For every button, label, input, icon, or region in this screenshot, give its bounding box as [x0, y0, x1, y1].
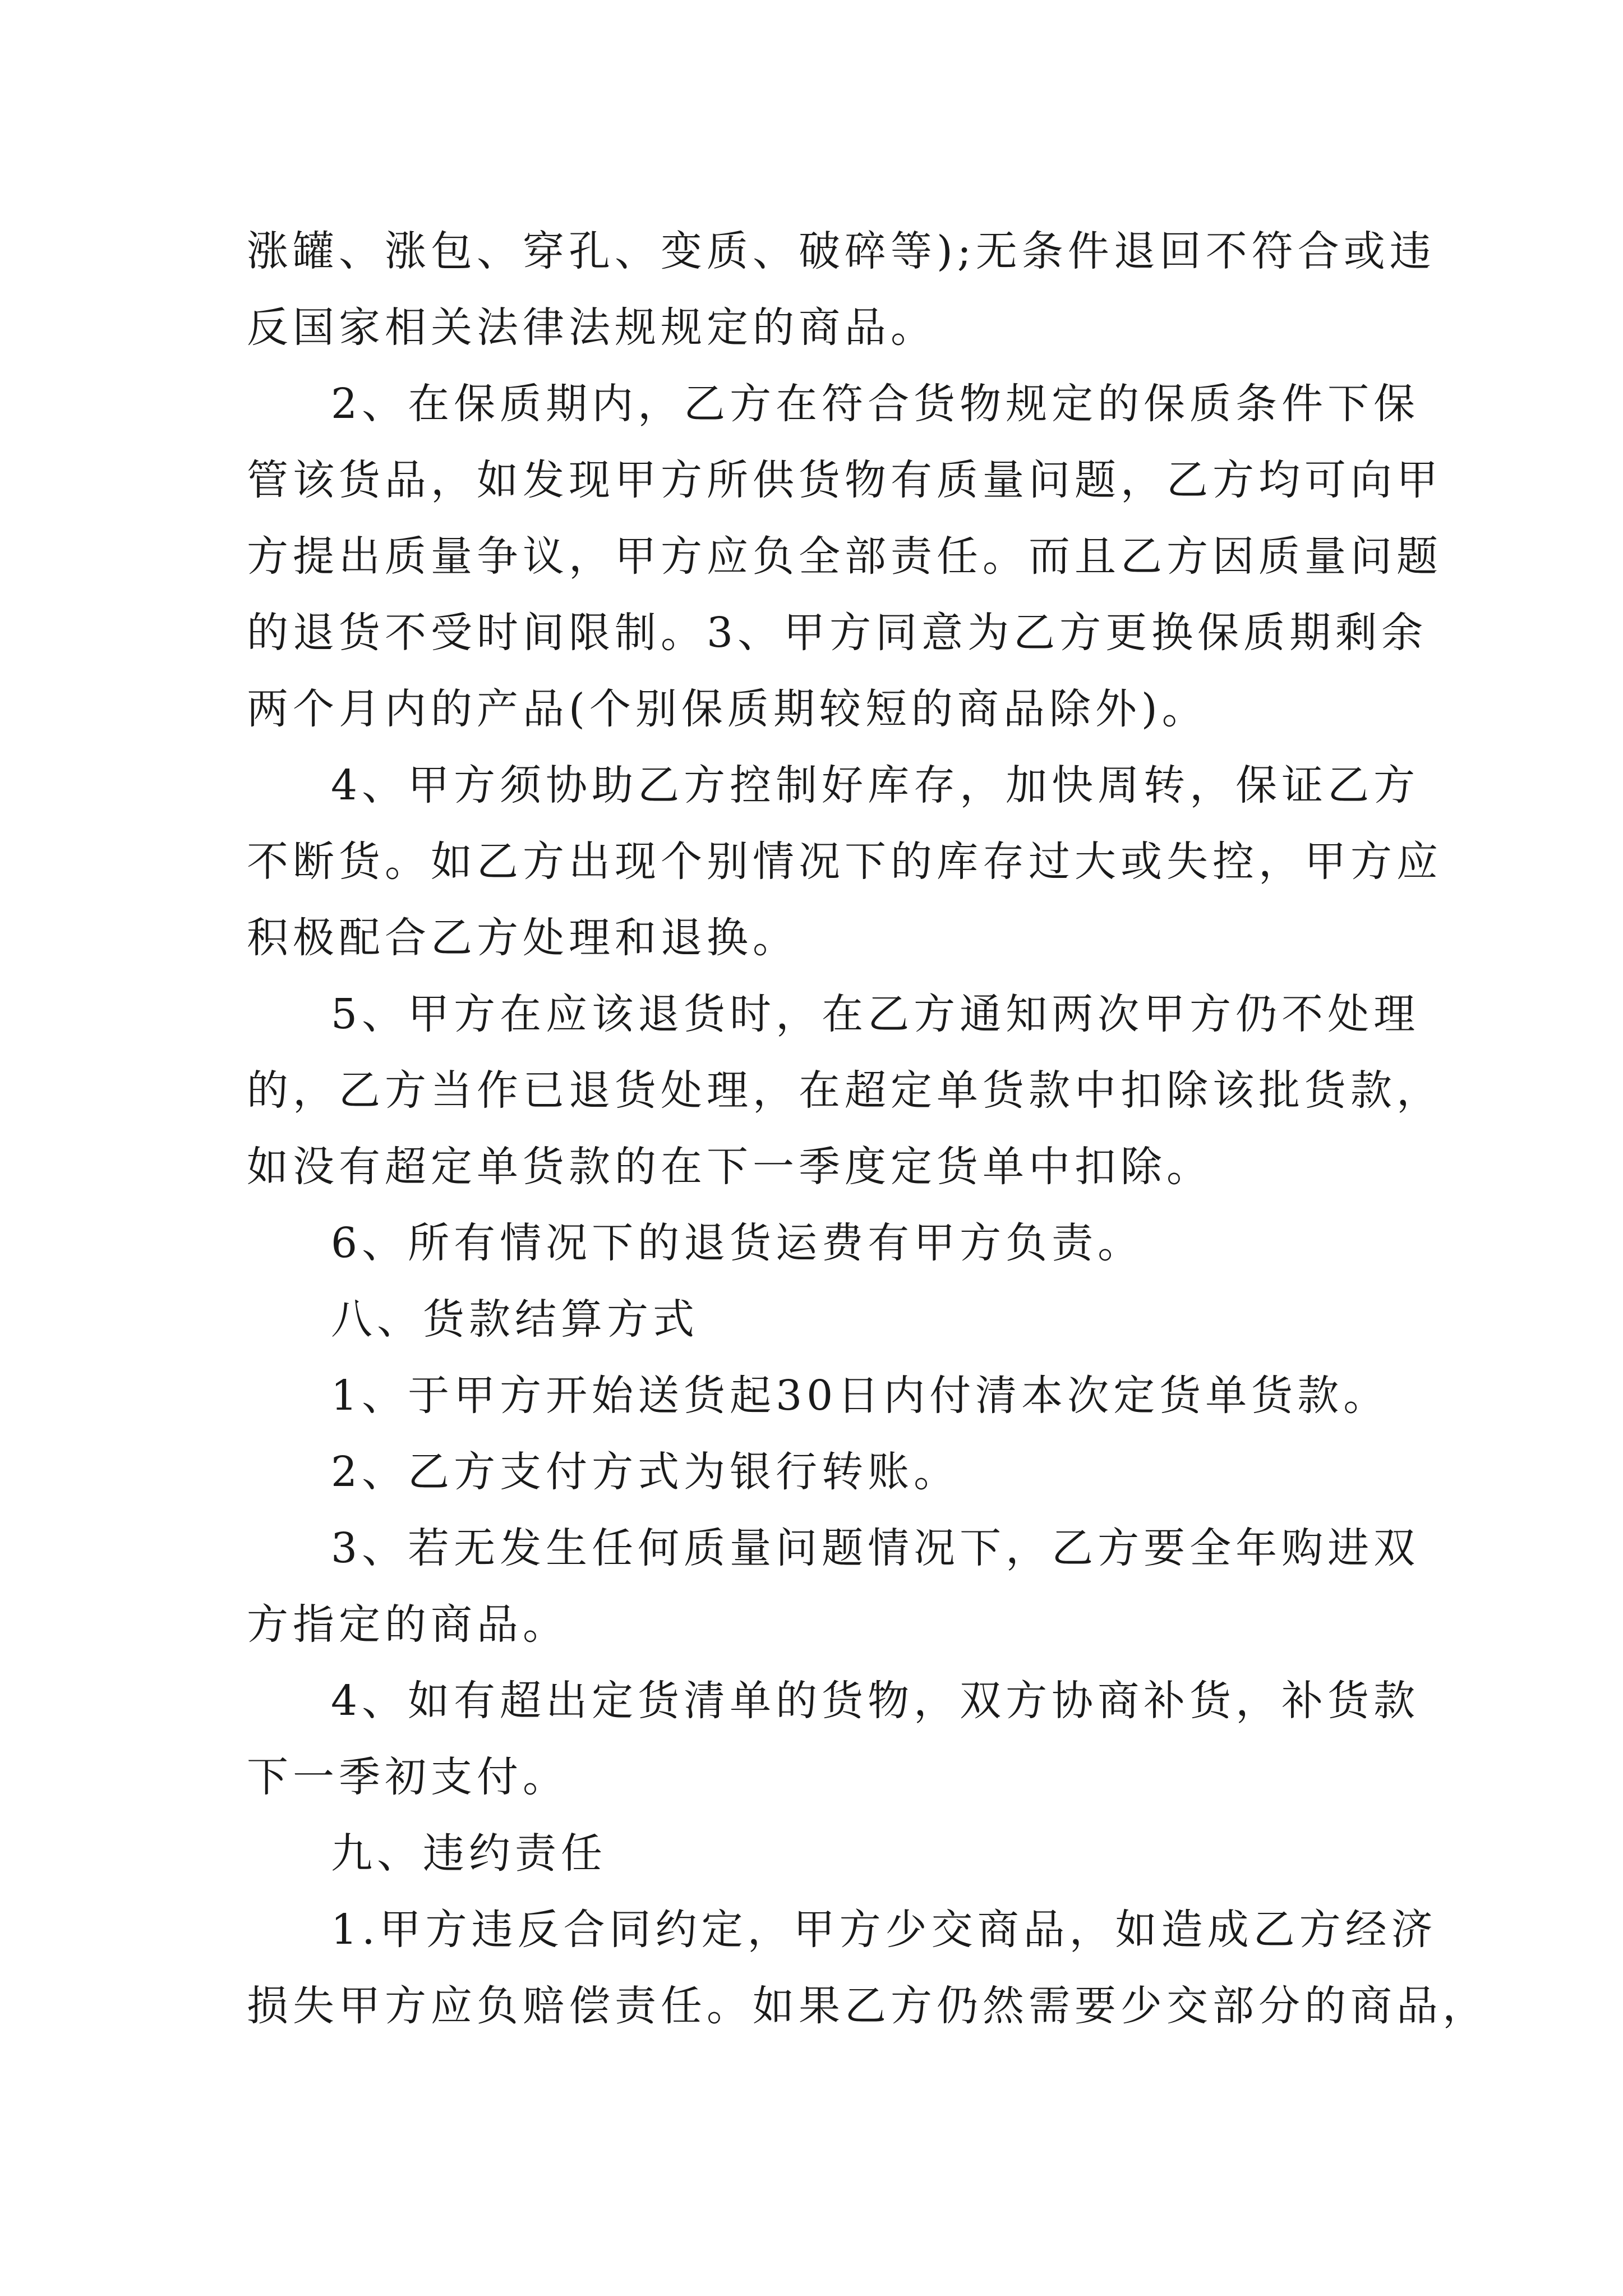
text-line: 管该货品，如发现甲方所供货物有质量问题，乙方均可向甲	[247, 456, 1442, 504]
text-line: 的退货不受时间限制。3、甲方同意为乙方更换保质期剩余	[247, 609, 1428, 657]
text-line: 3、若无发生任何质量问题情况下，乙方要全年购进双	[331, 1524, 1420, 1572]
text-line: 积极配合乙方处理和退换。	[247, 914, 799, 962]
text-line: 方提出质量争议，甲方应负全部责任。而且乙方因质量问题	[247, 532, 1442, 581]
text-line: 2、乙方支付方式为银行转账。	[331, 1448, 960, 1496]
text-line: 的，乙方当作已退货处理，在超定单货款中扣除该批货款，	[247, 1066, 1442, 1115]
text-line: 不断货。如乙方出现个别情况下的库存过大或失控，甲方应	[247, 838, 1442, 886]
text-line: 损失甲方应负赔偿责任。如果乙方仍然需要少交部分的商品，	[247, 1982, 1488, 2030]
section-heading: 八、货款结算方式	[331, 1295, 699, 1343]
text-line: 4、如有超出定货清单的货物，双方协商补货，补货款	[331, 1677, 1420, 1725]
text-line: 1.甲方违反合同约定，甲方少交商品，如造成乙方经济	[331, 1906, 1437, 1954]
section-heading: 九、违约责任	[331, 1829, 607, 1878]
text-line: 1、于甲方开始送货起30日内付清本次定货单货款。	[331, 1372, 1390, 1420]
text-line: 5、甲方在应该退货时，在乙方通知两次甲方仍不处理	[331, 990, 1420, 1038]
text-line: 如没有超定单货款的在下一季度定货单中扣除。	[247, 1143, 1212, 1191]
text-line: 4、甲方须协助乙方控制好库存，加快周转，保证乙方	[331, 761, 1420, 809]
text-line: 反国家相关法律法规规定的商品。	[247, 303, 937, 352]
text-line: 方指定的商品。	[247, 1600, 569, 1649]
document-body	[247, 213, 1488, 2044]
text-line: 下一季初支付。	[247, 1753, 569, 1801]
text-line: 6、所有情况下的退货运费有甲方负责。	[331, 1219, 1144, 1267]
text-line: 两个月内的产品(个别保质期较短的商品除外)。	[247, 685, 1208, 733]
text-line: 涨罐、涨包、穿孔、变质、破碎等);无条件退回不符合或违	[247, 227, 1436, 275]
text-line: 2、在保质期内，乙方在符合货物规定的保质条件下保	[331, 380, 1420, 428]
